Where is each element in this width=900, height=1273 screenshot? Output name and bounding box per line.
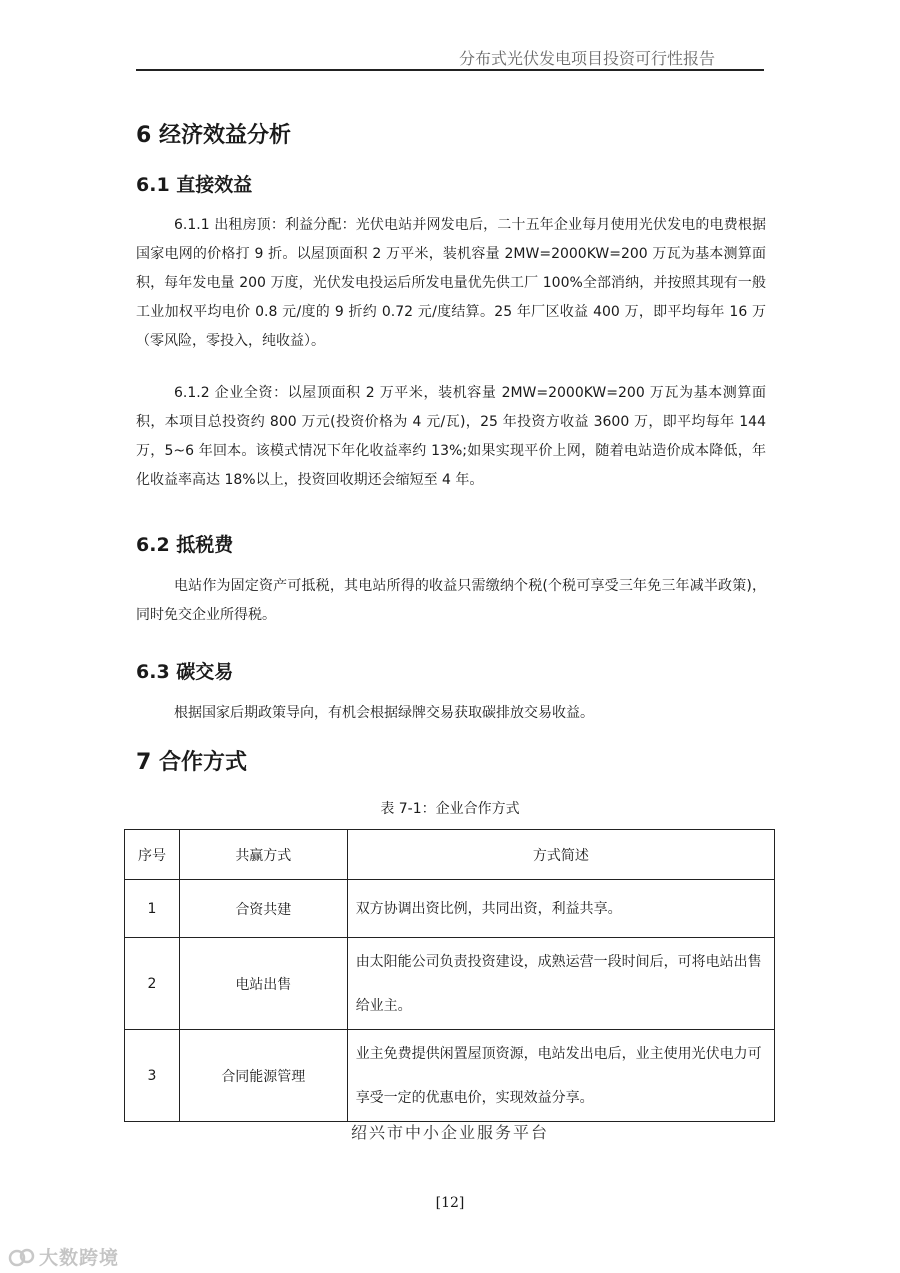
- section-7-heading: 7 合作方式: [136, 750, 247, 775]
- row-description: 双方协调出资比例，共同出资，利益共享。: [347, 880, 774, 938]
- row-description: 由太阳能公司负责投资建设，成熟运营一段时间后，可将电站出售给业主。: [347, 938, 774, 1030]
- page-number: [12]: [435, 1195, 465, 1211]
- row-mode: 合资共建: [179, 880, 347, 938]
- row-mode: 合同能源管理: [179, 1030, 347, 1122]
- header-mode: 共赢方式: [179, 830, 347, 880]
- watermark: [8, 1243, 119, 1270]
- row-index: 3: [125, 1030, 180, 1122]
- section-6-1-1-paragraph: 6.1.1 出租房顶：利益分配：光伏电站并网发电后，二十五年企业每月使用光伏发电的电费根据国家电网的价格打 9 折。以屋顶面积 2 万平米，装机容量 2MW=2000KW=200 万瓦为基本测算面积，每年发电量 200 万度，光伏发电投运后所发电量优先供工厂 100%全部消纳，并按照其现有一般工业加权平均电价 0.8 元/度的 9 折约 0.72 元/度结算。25 年厂区收益 400 万，即平均每年 16 万（零风险，零投入，纯收益）。: [136, 217, 766, 349]
- header-divider: [136, 69, 764, 71]
- row-index: 2: [125, 938, 180, 1030]
- section-6-1-heading: 6.1 直接效益: [136, 174, 253, 196]
- table-caption: 表 7-1：企业合作方式: [380, 801, 520, 817]
- row-description: 业主免费提供闲置屋顶资源，电站发出电后，业主使用光伏电力可享受一定的优惠电价，实现效益分享。: [347, 1030, 774, 1122]
- section-6-3-paragraph: 根据国家后期政策导向，有机会根据绿牌交易获取碳排放交易收益。: [174, 705, 594, 721]
- header-description: 方式简述: [347, 830, 774, 880]
- table-row: [125, 938, 775, 1030]
- cooperation-table: [124, 829, 775, 1122]
- table-header-row: [125, 830, 775, 880]
- table-row: [125, 1030, 775, 1122]
- report-title: 分布式光伏发电项目投资可行性报告: [458, 49, 715, 68]
- header-index: 序号: [125, 830, 180, 880]
- section-6-2-heading: 6.2 抵税费: [136, 534, 234, 556]
- watermark-logo-icon: [8, 1246, 36, 1268]
- section-6-1-2-paragraph: 6.1.2 企业全资：以屋顶面积 2 万平米，装机容量 2MW=2000KW=200 万瓦为基本测算面积，本项目总投资约 800 万元(投资价格为 4 元/瓦)，25 年投资方收益 3600 万，即平均每年 144 万，5~6 年回本。该模式情况下年化收益率约 13%;如果实现平价上网，随着电站造价成本降低，年化收益率高达 18%以上，投资回收期还会缩短至 4 年。: [136, 385, 766, 488]
- row-index: 1: [125, 880, 180, 938]
- watermark-text: 大数跨境: [39, 1247, 120, 1269]
- table-row: [125, 880, 775, 938]
- row-mode: 电站出售: [179, 938, 347, 1030]
- section-6-2-paragraph: 电站作为固定资产可抵税，其电站所得的收益只需缴纳个税(个税可享受三年免三年减半政策)， 同时免交企业所得税。: [136, 578, 766, 623]
- footer-organization: 绍兴市中小企业服务平台: [350, 1123, 549, 1142]
- section-6-3-heading: 6.3 碳交易: [136, 661, 234, 683]
- section-6-heading: 6 经济效益分析: [136, 123, 291, 148]
